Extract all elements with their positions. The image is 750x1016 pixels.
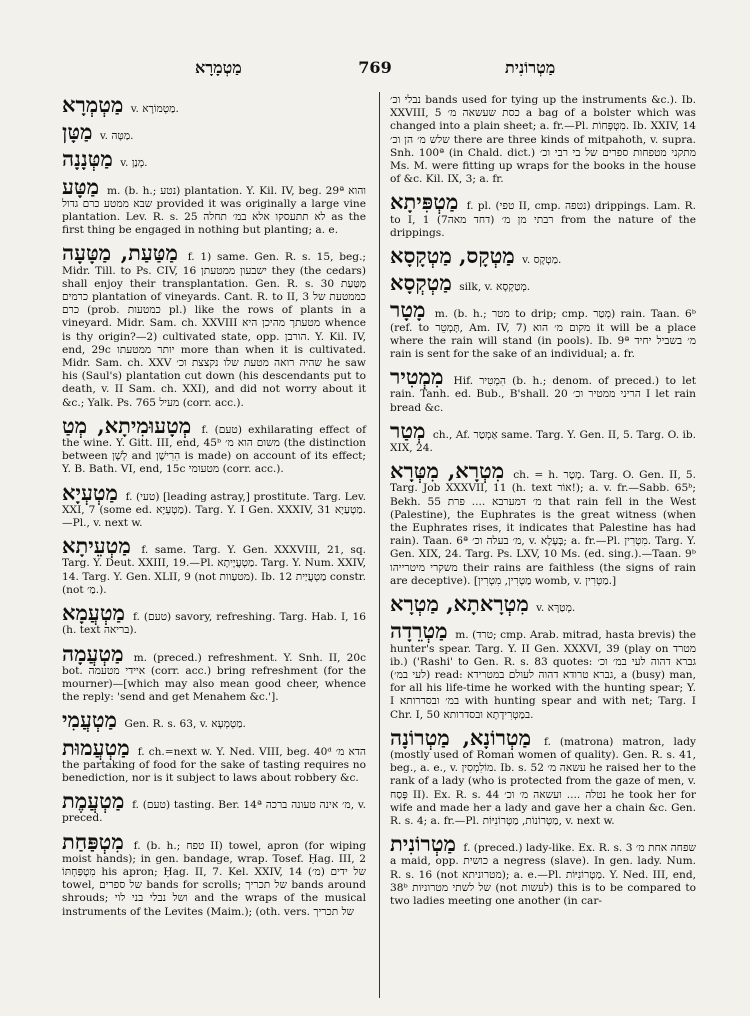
entry-text: ch. = h. מָטָר. Targ. O. Gen. II, 5. Targ. Job XXXVII, 11 (h. text אוֹר!); a. v. fr.—Sabb. 65ᵇ; Bekh. 55 מ׳ דמערבא .... פרת that rain fell in the West (Palestine), the Euphrates is the great witness (when the Euphrates rises, it indicates that Palestine has had rain). Taan. 6ª מ׳ בעלה וכ׳, v. בְּעָלָא; a. fr.—Pl. מִטְרִין. Targ. Y. Gen. XIX, 24. Targ. Ps. LXV, 10 Ms. (ed. sing.).—Taan. 9ᵇ משקרי מיטרייהו their rains are faithless (the signs of rain are deceptive). [מַטְרִין, מִטְרִין womb, v. מַטְרִין.] xyxy=(390,469,696,587)
dictionary-entry xyxy=(62,734,367,786)
headword: מַטְעֲמֶת xyxy=(62,788,125,814)
headword: מַטָּן xyxy=(62,119,93,145)
headword: מַטְעֲמָא xyxy=(62,600,125,626)
dictionary-entry xyxy=(62,640,367,705)
headword: מִטְפַּחַת xyxy=(62,828,124,854)
entry-text: f. (טעי) [leading astray,] prostitute. Targ. Lev. XXI, 7 (some ed. מַטְעְיָא). Targ. Y. I Gen. XXXIV, 31 מַטְעַיָא.—Pl., v. next w. xyxy=(62,490,367,530)
left-column xyxy=(62,94,366,924)
page-number: 769 xyxy=(358,58,392,77)
dictionary-entry xyxy=(390,191,696,240)
dictionary-entry xyxy=(62,173,366,238)
dictionary-entry xyxy=(62,709,366,731)
entry-text: m. (טרד; cmp. Arab. mitrad, hasta brevis) the hunter's spear. Targ. Y. II Gen. XXXVI, 39 (play on מטרד ib.) ('Rashi' to Gen. R. s. 83 quotes: גברא דהוה לעי במ׳ וכ׳ (לעי במ׳) read: גברא טרודא דהוה לעולם במטרידא, a (busy) man, for all his life-time he worked with the hunting spear; Y. I במ׳ ובסדרותא with hunting spear and with net; Targ. I Chr. I, 50 במַטְרִידָתָא ובסדרותא. xyxy=(390,629,696,721)
dictionary-entry xyxy=(390,593,696,615)
entry-text: f. 1) same. Gen. R. s. 15, beg.; Midr. Till. to Ps. CIV, 16 ישבעון ממטעתן they (the cedars) shall enjoy their transplantation. Gen. R. s. 30 מַטַּעַת כרמים plantation of vineyards. Cant. R. to II, 3 כממטעת של כרם (prob. כמטעות pl.) like the rows of plants in a vineyard. Midr. Sam. ch. XXVIII מטעתך מהיכן היא whence is thy origin?—2) cultivated state, opp. הורבן. Y. Kil. IV, end, 29c יותר ממטעתו more than when it is cultivated. Midr. Sam. ch. XXV שהיה רואה מטעת שלו נקצצת וכ׳ he saw his (Saul's) plantation cut down (his descendants put to death, v. II Sam. ch. XXI), and did not worry about it &c.; Yalk. Ps. 765 מעיל (corr. acc.). xyxy=(62,251,367,409)
dictionary-entry xyxy=(62,94,366,116)
headword: מַטַּעַת, מַטָּעָה xyxy=(62,240,178,266)
header-left-catchword: מַטְמָרָא xyxy=(195,58,242,77)
headword: מַטְעֵיתָא xyxy=(62,533,131,559)
entry-text: m. (preced.) refreshment. Y. Snh. II, 20c bot. איידי מטעמה (corr. acc.) bring refreshment (for the mourner)—[which may also mean good cheer, whence the reply: 'send and get Menahem &c.']. xyxy=(62,651,367,704)
entry-text: v. מַטְקָס. xyxy=(522,254,562,267)
dictionary-entry xyxy=(62,602,366,637)
headword: מַטְעְיָא xyxy=(62,479,119,505)
entry-text: Gen. R. s. 63, v. מַטְמְעָא. xyxy=(124,718,246,731)
headword: מַטְקְסָא xyxy=(390,270,452,296)
headword: מַטְרוֹנָא, מַטְרוֹנָה xyxy=(390,724,532,750)
headword: מִטְרָא, מִטְּרָא xyxy=(390,458,505,484)
entry-text: f. (טעם) exhilarating effect of the wine. Y. Gitt. III, end, 45ᵇ משום הוא מ׳ (the distinction between לְשָׁן and הִרִישָׁן is made) on account of its effect; Y. B. Bath. VI, end, 15c מטעומי (corr. acc.). xyxy=(62,423,367,476)
running-header xyxy=(0,58,750,82)
entry-text: v. מְטַרָּא. xyxy=(536,602,576,615)
entry-text: f. (טעם) savory, refreshing. Targ. Hab. I, 16 (h. text בריאה). xyxy=(62,611,366,637)
dictionary-entry xyxy=(62,790,366,825)
headword: מַטְקָס, מַטְקָסָא xyxy=(390,243,515,269)
entry-text: v. מְנַן. xyxy=(120,157,148,170)
headword: מַטְרוֹנִית xyxy=(390,831,456,857)
headword: מַטָּע xyxy=(62,173,100,199)
headword: מָטָר xyxy=(390,297,426,323)
entry-text: ch., Af. אַמְטַר same. Targ. Y. Gen. II, 5. Targ. O. ib. XIX, 24. xyxy=(390,428,697,455)
dictionary-entry xyxy=(390,272,696,294)
headword: מַטְעֲמִי xyxy=(62,707,117,733)
dictionary-entry xyxy=(62,412,367,477)
entry-text: נבלי וכ׳ bands used for tying up the instruments &c.). Ib. XXVIII, 5 כסת שעשאה מ׳ a bag of a bolster which was changed into a plain sheet; a. fr.—Pl. מִטְפָּחוֹת. Ib. XXIV, 14 שלש מ׳ הן וכ׳ there are three kinds of mitpahoth, v. supra. Snh. 100ª (in Chald. dict.) מתקני מטפחות ספרים של בי רבי וכ׳ Ms. M. were fitting up wraps for the books in the house of &c. Kil. IX, 3; a. fr. xyxy=(390,94,697,186)
header-right-catchword: מַטְרוֹנִית xyxy=(505,58,556,77)
entry-text: f. (טעם) tasting. Ber. 14ª מ׳ אינה טעונה ברכה, v. preced. xyxy=(62,799,366,825)
dictionary-entry xyxy=(62,479,367,531)
dictionary-entry xyxy=(62,148,366,170)
dictionary-entry xyxy=(62,121,366,143)
dictionary-entry xyxy=(390,245,696,267)
dictionary-entry xyxy=(62,242,366,409)
entry-text: f. (matrona) matron, lady (mostly used of Roman women of quality). Gen. R. s. 41, beg., a. e., v. מוֹלִמְסִין. Ib. s. 52 עשאה מ׳ he raised her to the rank of a lady (who is protected from the gaze of men, v. פְּסַח II). Ex. R. s. 44 נטלה .... ועשאה מ׳ וכ׳ he took her for wife and made her a lady and gave her a chain &c. Gen. R. s. 4; a. fr.—Pl. מַטְרוֹנוֹת, מַטְרוֹנִיּוֹת, v. next w. xyxy=(390,735,696,827)
entry-text: v. מַטָּה. xyxy=(99,130,134,143)
dictionary-entry xyxy=(390,460,696,588)
entry-text: v. מַטְמוֹרָא. xyxy=(130,103,179,115)
entry-text: f. same. Targ. Y. Gen. XXXVIII, 21, sq. Targ. Y. Deut. XXIII, 19.—Pl. מַטְעֲיָיתָא. Targ. Y. Num. XXIV, 14. Targ. Y. Gen. XLII, 9 (not מטעַוות). Ib. 12 מַטְעֲיַית constr. (not מַ׳.). xyxy=(62,544,366,596)
headword: מְטַר xyxy=(390,417,426,443)
entry-text: f. (b. h.; טפח II) towel, apron (for wiping moist hands); in gen. bandage, wrap. Tosef. Ḥag. III, 2 מִטְפַּחְתּוֹ his apron; Ḥag. II, 7. Kel. XXIV, 14 (מ׳) של ידים towel, של ספרים bands for scrolls; של תכריך bands around shrouds; ושל נבלי בני לוי and the wraps of the musical instruments of the Levites (Maim.); (oth. vers. של תכריך xyxy=(62,839,367,918)
entry-text: Hif. הִמְטִיר (b. h.; denom. of preced.) to let rain. Tanh. ed. Bub., B'shall. 20 הריני ממטיר וכ׳ I let rain bread &c. xyxy=(390,375,696,414)
right-column xyxy=(390,94,696,913)
dictionary-entry xyxy=(390,724,696,828)
dictionary-entry xyxy=(62,535,366,597)
dictionary-entry xyxy=(390,417,697,455)
dictionary-entry xyxy=(390,94,696,186)
headword: מִטְרָאתָא, מַטְרָא xyxy=(390,591,529,617)
entry-text: m. (b. h.; מטר to drip; cmp. מְטַר) rain. Taan. 6ᵇ (ref. to תָּמְטֵר, Am. IV, 7) מקום מ׳ הוא it will be a place where the rain will stand (in pools). Ib. 9ª מ׳ בשביל יחיד rain is sent for the sake of an individual; a. fr. xyxy=(390,308,696,361)
dictionary-entry xyxy=(390,833,696,908)
entry-text: m. (b. h.; נטע) plantation. Y. Kil. IV, beg. 29ª והוא שבא ממטע כרם גדול provided it was originally a large vine plantation. Lev. R. s. 25 לא תתעסקו אלא במ׳ תחלה as the first thing be engaged in nothing but planting; a. e. xyxy=(62,184,366,237)
headword: מַטְפִּיתָא xyxy=(390,189,459,215)
entry-text: f. (preced.) lady-like. Ex. R. s. 3 שפחה אחת מ׳ a maid, opp. כושית a negress (slave). In gen. lady. Num. R. s. 16 (not מטרוניתא); a. e.—Pl. מַטְרוֹנִיּוֹת. Y. Ned. III, end, 38ᵇ של לשתי מטרוניות (not לעשות) this is to be compared to two ladies meeting one another (in car- xyxy=(390,842,697,907)
headword: מַטְּנָנָה xyxy=(62,146,113,172)
headword: מַטְרֵדָה xyxy=(390,618,448,644)
dictionary-entry xyxy=(62,828,367,919)
headword: מַטְמְרָא xyxy=(62,92,124,117)
dictionary-entry xyxy=(390,620,696,721)
column-divider xyxy=(379,92,380,998)
dictionary-entry xyxy=(390,299,696,361)
entry-text: f. pl. (טפי II, cmp. נטפה) drippings. Lam. R. to I, 1 (7דחד מאה) רבתי מן מ׳ from the nature of the drippings. xyxy=(390,200,697,239)
headword: מַטְעֲמוּת xyxy=(62,734,130,760)
dictionary-entry xyxy=(390,366,696,415)
entry-text: f. ch.=next w. Y. Ned. VIII, beg. 40ᵈ הדא מ׳ the partaking of food for the sake of tasting requires no benediction, nor is it subject to laws about robbery &c. xyxy=(62,745,367,784)
headword: מְטָעוּמִיתָא, מְטַ xyxy=(62,412,192,438)
headword: מַטְעֲמָה xyxy=(62,640,124,666)
entry-text: silk, v. מְטַקְסָא. xyxy=(459,281,531,294)
headword: מִמְטִיר xyxy=(390,364,444,390)
